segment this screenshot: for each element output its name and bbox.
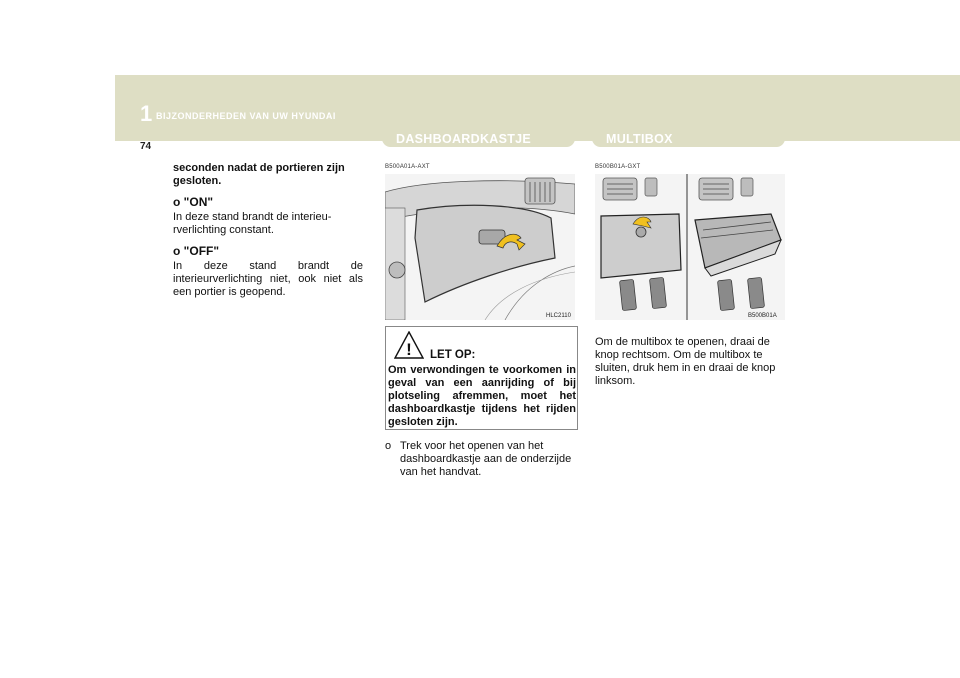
multibox-figure-code: B500B01A	[748, 313, 777, 319]
caution-text: Om verwondingen te voorkomen in geval van een aanrijding of bij plotseling afremmen, moet het dashboardkastje tijdens het rijden gesloten zijn.	[388, 364, 576, 428]
dashboard-bullet	[385, 440, 578, 479]
caution-symbol: !	[406, 340, 412, 359]
section-title-dashboardkastje: DASHBOARDKASTJE	[382, 130, 575, 147]
caution-title: LET OP:	[430, 349, 476, 361]
caution-box	[385, 326, 578, 430]
glovebox-illustration	[385, 174, 575, 320]
multibox-ref-code: B500B01A-GXT	[595, 164, 641, 170]
off-text: In deze stand brandt de interieurverlichting niet, ook niet als een portier is geopend.	[173, 260, 363, 298]
left-column	[173, 162, 363, 299]
chapter-number: 1	[140, 101, 153, 126]
multibox-text: Om de multibox te openen, draai de knop rechtsom. Om de multibox te sluiten, druk hem in en draai de knop linksom.	[595, 336, 776, 387]
chapter-title: BIJZONDERHEDEN VAN UW HYUNDAI	[156, 111, 336, 121]
dashboard-figure-code: HLC2110	[546, 313, 571, 319]
on-text: In deze stand brandt de interieu-rverlichting constant.	[173, 211, 332, 236]
off-heading: o "OFF"	[173, 244, 220, 258]
bullet-mark: o	[385, 440, 392, 452]
multibox-illustration	[595, 174, 785, 320]
section-title-multibox: MULTIBOX	[592, 130, 785, 147]
page-number: 74	[140, 141, 152, 152]
on-heading: o "ON"	[173, 195, 214, 209]
bullet-text: Trek voor het openen van het dashboardkastje aan de onderzijde van het handvat.	[400, 440, 572, 478]
intro-text: seconden nadat de portieren zijn gesloten.	[173, 162, 345, 187]
dashboard-ref-code: B500A01A-AXT	[385, 164, 430, 170]
warning-triangle-icon	[394, 331, 424, 359]
